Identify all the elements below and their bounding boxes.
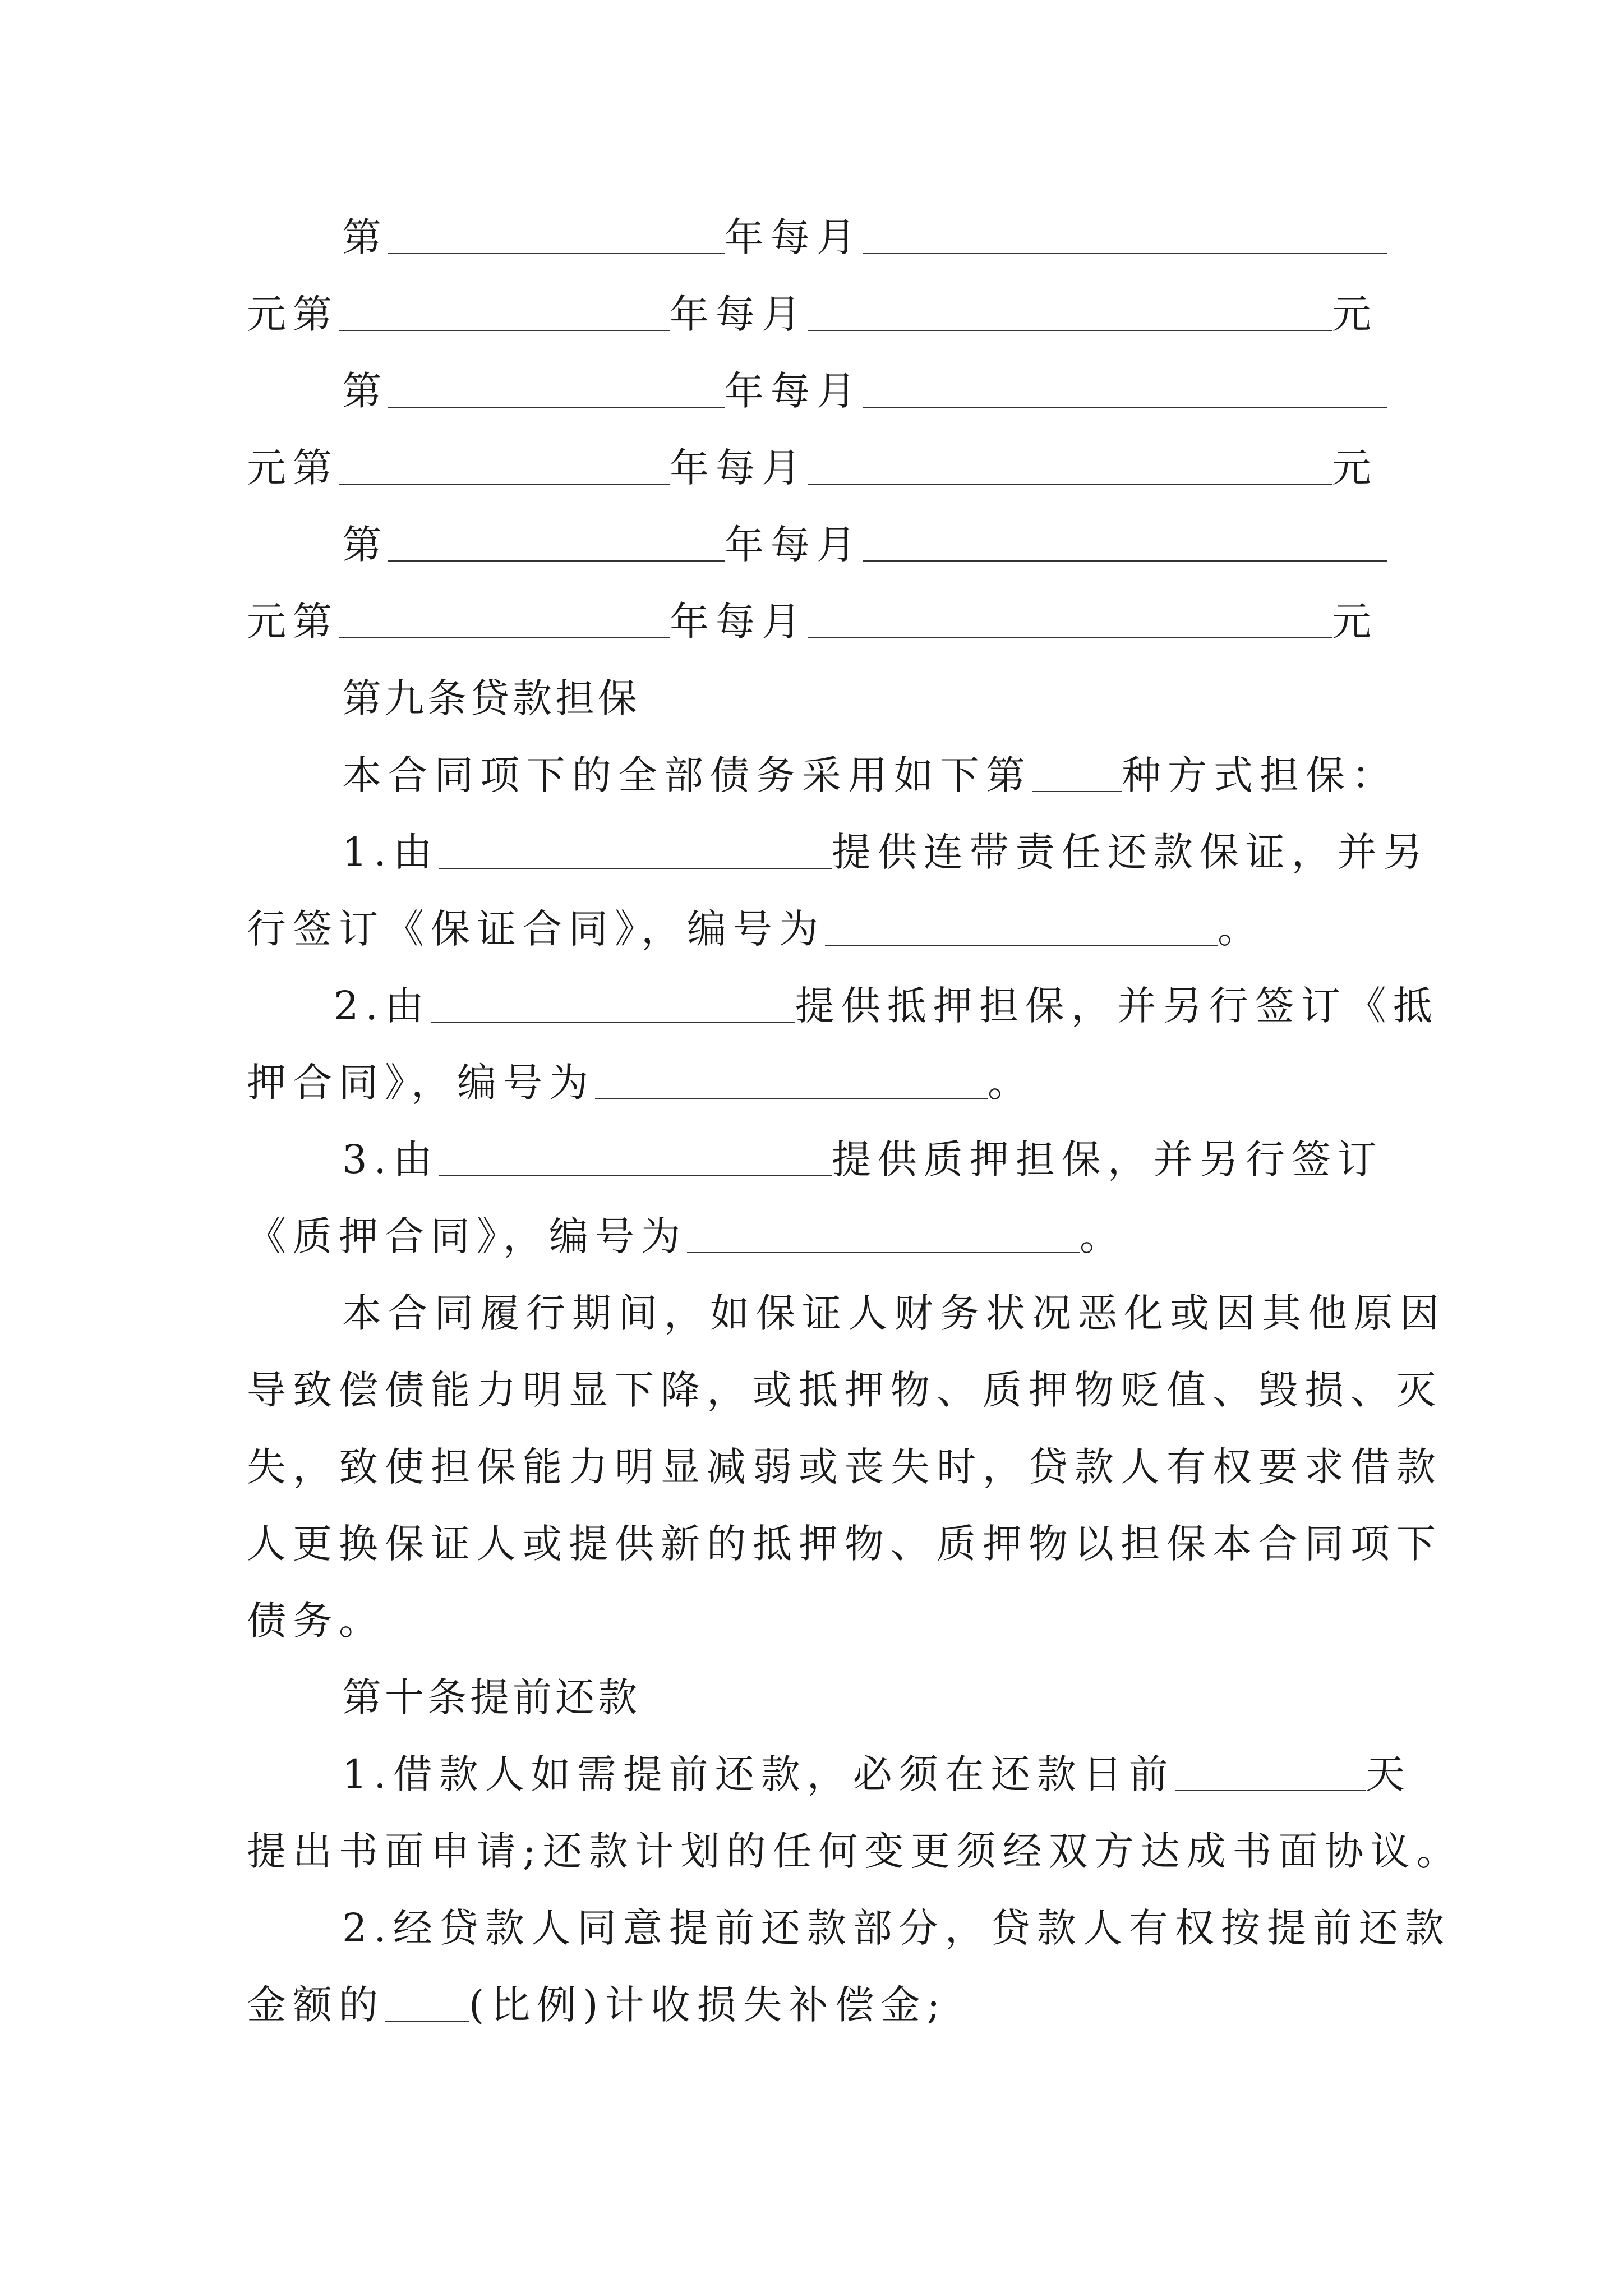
- text-contract-number: 行签订《保证合同》，编号为: [247, 906, 825, 952]
- year-blank[interactable]: [388, 528, 725, 562]
- text-option-2-desc: 提供抵押担保，并另行签订《抵: [795, 983, 1439, 1029]
- text-period: 。: [1218, 906, 1264, 952]
- text-compensation: (比例)计收损失补偿金;: [469, 1982, 947, 2028]
- year-blank[interactable]: [339, 451, 670, 485]
- paragraph-line: 本合同履行期间，如保证人财务状况恶化或因其他原因: [342, 1290, 1446, 1336]
- amount-blank[interactable]: [808, 605, 1332, 638]
- text-option-2: 2.由: [334, 983, 431, 1029]
- prepayment-line-1: [342, 1749, 1412, 1800]
- days-blank[interactable]: [1175, 1757, 1366, 1791]
- text-option-3-desc: 提供质押担保，并另行签订: [831, 1137, 1384, 1182]
- text-prepayment-notice: 1.借款人如需提前还款，必须在还款日前: [342, 1751, 1175, 1797]
- text-yuan-year: 元第: [247, 599, 339, 645]
- text-monthly: 年每月: [670, 291, 808, 337]
- guarantee-option-1-line-1: [342, 827, 1430, 877]
- paragraph-line: 失，致使担保能力明显减弱或丧失时，贷款人有权要求借款: [247, 1444, 1442, 1490]
- guarantee-option-2-line-1: [334, 981, 1439, 1031]
- guarantee-option-3-line-2: [247, 1211, 1126, 1262]
- amount-blank[interactable]: [808, 451, 1332, 485]
- text-option-1-desc: 提供连带责任还款保证，并另: [831, 829, 1430, 875]
- text-days: 天: [1365, 1751, 1412, 1797]
- contract-number-blank[interactable]: [595, 1066, 988, 1099]
- text-option-3: 3.由: [342, 1137, 439, 1182]
- amount-blank[interactable]: [863, 374, 1387, 408]
- contract-number-blank[interactable]: [825, 912, 1218, 946]
- paragraph-line: 人更换保证人或提供新的抵押物、质押物以担保本合同项下: [247, 1521, 1442, 1567]
- year-blank[interactable]: [388, 374, 725, 408]
- article-10-heading: 第十条提前还款: [342, 1674, 640, 1720]
- text-yuan: 元: [1332, 599, 1378, 645]
- text-monthly: 年每月: [725, 368, 863, 414]
- text-period: 。: [988, 1060, 1034, 1106]
- guarantor-blank[interactable]: [439, 835, 832, 869]
- text-yuan: 元: [1332, 291, 1378, 337]
- text-option-1: 1.由: [342, 829, 439, 875]
- schedule-line-2: [247, 289, 1378, 339]
- article-9-heading: 第九条贷款担保: [342, 675, 640, 721]
- guarantee-option-1-line-2: [247, 904, 1264, 954]
- year-blank[interactable]: [339, 297, 670, 331]
- year-blank[interactable]: [388, 220, 725, 254]
- guarantee-option-3-line-1: [342, 1134, 1384, 1185]
- guarantee-method-line: [342, 750, 1398, 800]
- year-blank[interactable]: [339, 605, 670, 638]
- text-monthly: 年每月: [725, 214, 863, 260]
- contract-number-blank[interactable]: [687, 1220, 1080, 1253]
- paragraph-line: 债务。: [247, 1598, 385, 1644]
- text-year-prefix: 第: [342, 214, 388, 260]
- schedule-line-4: [247, 443, 1378, 493]
- amount-blank[interactable]: [808, 297, 1332, 331]
- ratio-blank[interactable]: [385, 1988, 469, 2022]
- paragraph-line: 2.经贷款人同意提前还款部分，贷款人有权按提前还款: [342, 1905, 1451, 1951]
- schedule-line-1: [342, 212, 1387, 263]
- text-monthly: 年每月: [670, 599, 808, 645]
- compensation-line: [247, 1980, 947, 2030]
- text-contract-number: 《质押合同》，编号为: [247, 1213, 687, 1259]
- paragraph-line: 导致偿债能力明显下降，或抵押物、质押物贬值、毁损、灭: [247, 1367, 1442, 1413]
- text-guarantee-suffix: 种方式担保：: [1122, 752, 1398, 798]
- text-amount-of: 金额的: [247, 1982, 385, 2028]
- schedule-line-3: [342, 366, 1387, 416]
- mortgagor-blank[interactable]: [431, 989, 795, 1023]
- pledgor-blank[interactable]: [439, 1143, 832, 1176]
- text-monthly: 年每月: [670, 445, 808, 491]
- schedule-line-5: [342, 519, 1387, 570]
- text-year-prefix: 第: [342, 522, 388, 568]
- text-period: 。: [1080, 1213, 1126, 1259]
- text-monthly: 年每月: [725, 522, 863, 568]
- amount-blank[interactable]: [863, 528, 1387, 562]
- amount-blank[interactable]: [863, 220, 1387, 254]
- paragraph-line: 提出书面申请;还款计划的任何变更须经双方达成书面协议。: [247, 1828, 1463, 1874]
- text-guarantee-intro: 本合同项下的全部债务采用如下第: [342, 752, 1032, 798]
- schedule-line-6: [247, 596, 1378, 647]
- method-number-blank[interactable]: [1032, 758, 1122, 792]
- guarantee-option-2-line-2: [247, 1057, 1034, 1108]
- text-yuan: 元: [1332, 445, 1378, 491]
- text-year-prefix: 第: [342, 368, 388, 414]
- text-contract-number: 押合同》，编号为: [247, 1060, 595, 1106]
- text-yuan-year: 元第: [247, 445, 339, 491]
- text-yuan-year: 元第: [247, 291, 339, 337]
